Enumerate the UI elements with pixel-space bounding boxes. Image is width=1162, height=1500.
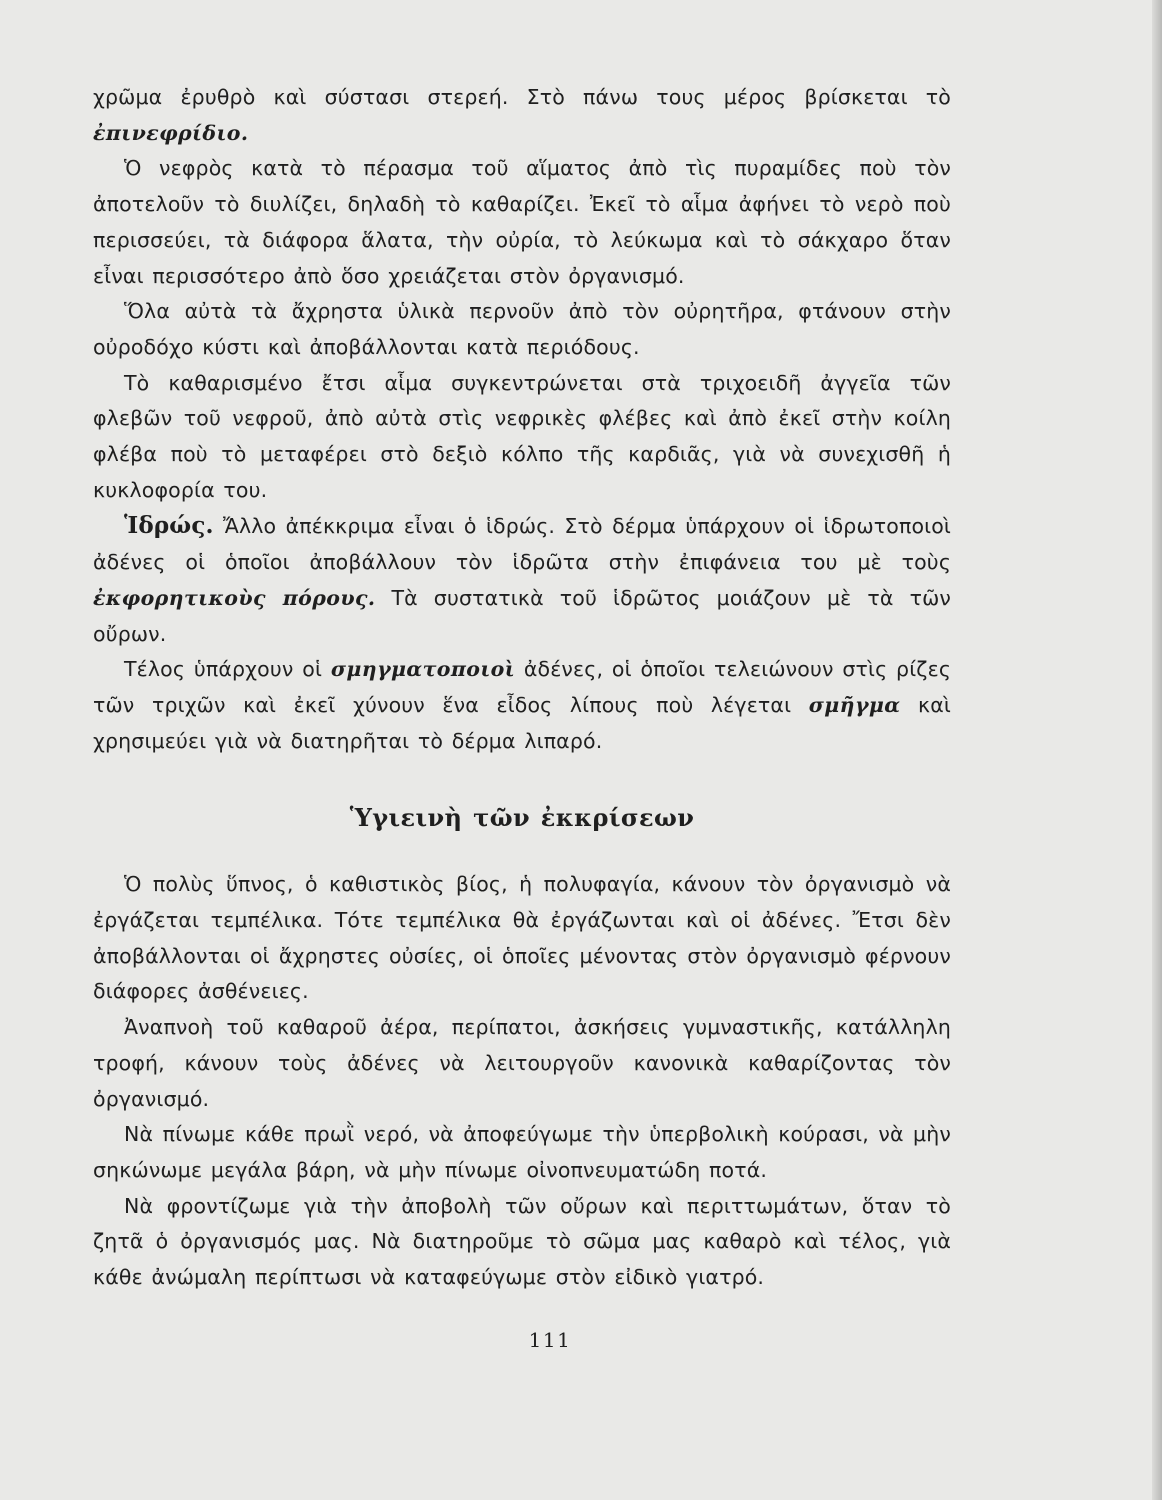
- term-adrenal: ἐπινεφρίδιο.: [93, 120, 249, 145]
- paragraph-text: Ὅλα αὐτὰ τὰ ἄχρηστα ὑλικὰ περνοῦν ἀπὸ τὸν οὐρητῆρα, φτάνουν στὴν οὐροδόχο κύστι καὶ ἀποβάλλονται κατὰ περιόδους.: [93, 299, 951, 359]
- paragraph-text: Ἄλλο ἀπέκκριμα εἶναι ὁ ἱδρώς. Στὸ δέρμα ὑπάρχουν οἱ ἱδρωτοποιοὶ ἀδένες οἱ ὁποῖοι ἀποβάλλουν τὸν ἱδρῶτα στὴν ἐπιφάνεια του μὲ τοὺς: [93, 514, 952, 575]
- paragraph-text: Τέλος ὑπάρχουν οἱ: [124, 657, 323, 682]
- paragraph-text: ἀδένες, οἱ ὁποῖοι τελειώνουν στὶς ρίζες τῶν τριχῶν καὶ ἐκεῖ χύνουν ἕνα εἶδος λίπους ποὺ λέγεται: [93, 657, 951, 717]
- lead-term-sweat: Ἱδρώς.: [124, 512, 214, 540]
- paragraph-drink-water: Νὰ πίνωμε κάθε πρωῒ νερό, νὰ ἀποφεύγωμε τὴν ὑπερβολικὴ κούρασι, νὰ μὴν σηκώνωμε μεγάλα βάρη, νὰ μὴν πίνωμε οἰνοπνευματώδη ποτά.: [93, 1122, 951, 1182]
- paragraph-fresh-air: Ἀναπνοὴ τοῦ καθαροῦ ἀέρα, περίπατοι, ἀσκήσεις γυμναστικῆς, κατάλληλη τροφή, κάνουν τοὺς ἀδένες νὰ λειτουργοῦν κανονικὰ καθαρίζοντας τὸν ὀργανισμό.: [93, 1015, 951, 1111]
- page-edge-shadow: [1152, 0, 1162, 1500]
- paragraph-text: Ὁ νεφρὸς κατὰ τὸ πέρασμα τοῦ αἵματος ἀπὸ τὶς πυραμίδες ποὺ τὸν ἀποτελοῦν τὸ διυλίζει, δηλαδὴ τὸ καθαρίζει. Ἐκεῖ τὸ αἷμα ἀφήνει τὸ νερὸ ποὺ περισσεύει, τὰ διάφορα ἅλατα, τὴν οὐρία, τὸ λεύκωμα καὶ τὸ σάκχαρο ὅταν εἶναι περισσότερο ἀπὸ ὅσο χρειάζεται στὸν ὀργανισμό.: [93, 156, 951, 288]
- paragraph-kidney-color: [93, 80, 951, 151]
- section-title: Ὑγιεινὴ τῶν ἐκκρίσεων: [349, 803, 695, 833]
- paragraph-sweat: [93, 508, 951, 652]
- paragraph-text: Τὰ συστατικὰ τοῦ ἱδρῶτος μοιάζουν μὲ τὰ τῶν οὔρων.: [93, 585, 952, 646]
- term-excretory-ducts: ἐκφορητικοὺς πόρους.: [93, 585, 376, 610]
- paragraph-text: καὶ χρησιμεύει γιὰ νὰ διατηρῆται τὸ δέρμα λιπαρό.: [93, 692, 951, 753]
- paragraph-text: χρῶμα ἐρυθρὸ καὶ σύστασι στερεή. Στὸ πάνω τους μέρος βρίσκεται τὸ: [93, 85, 951, 109]
- page-number: 111: [528, 1328, 572, 1352]
- paragraph-kidney-filter: [93, 151, 951, 294]
- term-sebaceous: σμηγματοποιοὶ: [330, 657, 516, 682]
- paragraph-hygiene-care: Νὰ φροντίζωμε γιὰ τὴν ἀποβολὴ τῶν οὔρων καὶ περιττωμάτων, ὅταν τὸ ζητᾶ ὁ ὀργανισμός μας. Νὰ διατηροῦμε τὸ σῶμα μας καθαρὸ καὶ τέλος, γιὰ κάθε ἀνώμαλη περίπτωσι νὰ καταφεύγωμε στὸν εἰδικὸ γιατρό.: [93, 1193, 951, 1290]
- paragraph-text: Τὸ καθαρισμένο ἔτσι αἷμα συγκεντρώνεται στὰ τριχοειδῆ ἀγγεῖα τῶν φλεβῶν τοῦ νεφροῦ, ἀπὸ αὐτὰ στὶς νεφρικὲς φλέβες καὶ ἀπὸ ἐκεῖ στὴν κοίλη φλέβα ποὺ τὸ μεταφέρει στὸ δεξιὸ κόλπο τῆς καρδιᾶς, γιὰ νὰ συνεχισθῆ ἡ κυκλοφορία του.: [93, 370, 951, 502]
- paragraph-lazy-organism: Ὁ πολὺς ὕπνος, ὁ καθιστικὸς βίος, ἡ πολυφαγία, κάνουν τὸν ὀργανισμὸ νὰ ἐργάζεται τεμπέλικα. Τότε τεμπέλικα θὰ ἐργάζωνται καὶ οἱ ἀδένες. Ἔτσι δὲν ἀποβάλλονται οἱ ἄχρηστες οὐσίες, οἱ ὁποῖες μένοντας στὸν ὀργανισμὸ φέρνουν διάφορες ἀσθένειες.: [93, 872, 951, 1004]
- term-sebum: σμῆγμα: [808, 692, 901, 717]
- page-content: [93, 80, 951, 1296]
- paragraph-sebaceous: [93, 652, 951, 759]
- paragraph-waste-products: [93, 294, 951, 365]
- paragraph-clean-blood: [93, 366, 951, 509]
